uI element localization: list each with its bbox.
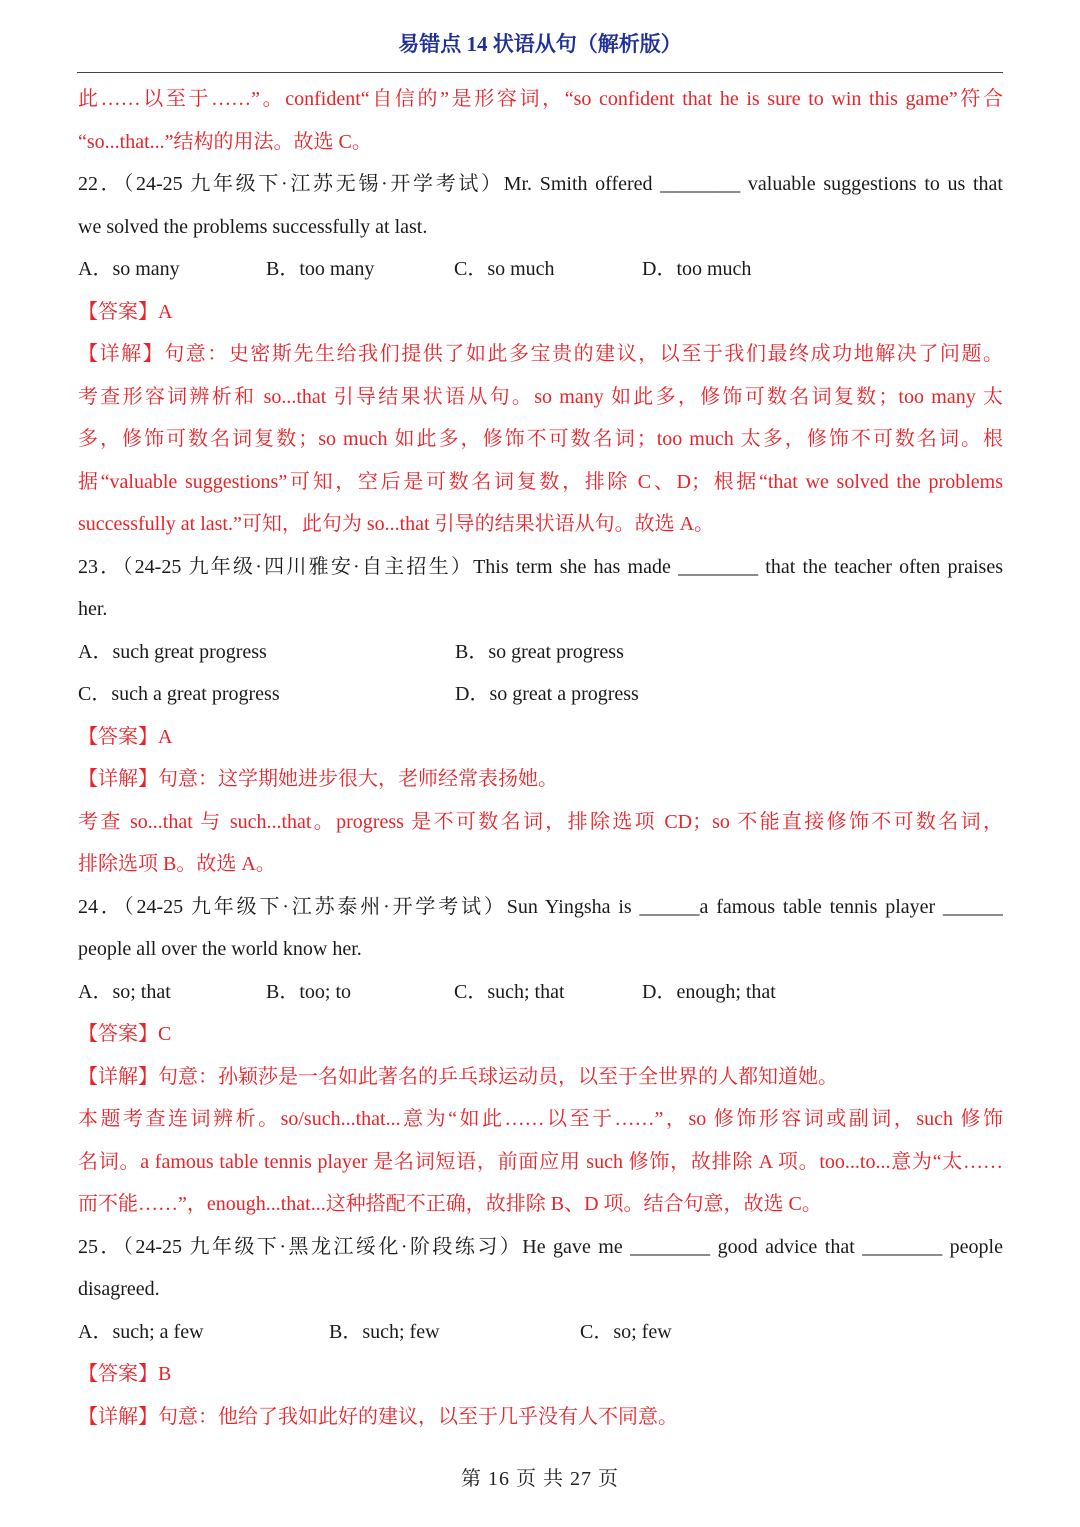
question-24-options (78, 971, 1003, 1014)
option-d: D．enough; that (642, 980, 776, 1003)
question-22-stem: 22．（24-25 九年级下·江苏无锡·开学考试）Mr. Smith offered ________ valuable suggestions to us that (78, 173, 1003, 195)
option-a: A．such great progress (78, 640, 267, 663)
question-25-detail-line: 【详解】句意：他给了我如此好的建议，以至于几乎没有人不同意。 (78, 1405, 678, 1428)
question-22-detail-line: 多，修饰可数名词复数；so much 如此多，修饰不可数名词；too much 太多，修饰不可数名词。根 (78, 428, 1003, 450)
question-25-stem: 25．（24-25 九年级下·黑龙江绥化·阶段练习）He gave me ________ good advice that ________ people (78, 1235, 1003, 1258)
option-c: C．such; that (454, 980, 565, 1003)
document-header-title: 易错点 14 状语从句（解析版） (398, 32, 682, 56)
option-b: B．too; to (266, 980, 352, 1003)
question-22-options (78, 248, 1003, 291)
page-number: 第 16 页 共 27 页 (461, 1468, 619, 1490)
question-23-options-row1 (78, 631, 1003, 674)
question-25-options (78, 1311, 1003, 1354)
header-divider (77, 72, 1003, 73)
prev-explanation-line: “so...that...”结构的用法。故选 C。 (78, 130, 372, 153)
question-24-stem-cont: people all over the world know her. (78, 938, 362, 960)
question-23-stem-cont: her. (78, 598, 108, 620)
question-22-detail-line: successfully at last.”可知，此句为 so...that 引导的结果状语从句。故选 A。 (78, 513, 715, 535)
option-a: A．so; that (78, 980, 171, 1003)
option-b: B．such; few (329, 1320, 440, 1343)
question-22-detail-line: 考查形容词辨析和 so...that 引导结果状语从句。so many 如此多，修饰可数名词复数；too many 太 (78, 385, 1003, 408)
question-24-answer: 【答案】C (78, 1023, 172, 1045)
option-c: C．so much (454, 258, 555, 280)
question-24-detail-line: 【详解】句意：孙颖莎是一名如此著名的乒乓球运动员，以至于全世界的人都知道她。 (78, 1065, 838, 1088)
option-b: B．so great progress (455, 640, 624, 663)
question-24-detail-line: 名词。a famous table tennis player 是名词短语，前面应用 such 修饰，故排除 A 项。too...to...意为“太…… (78, 1150, 1003, 1173)
question-23-detail-line: 考查 so...that 与 such...that。progress 是不可数名词，排除选项 CD；so 不能直接修饰不可数名词， (78, 810, 1003, 833)
question-22-detail-line: 【详解】句意：史密斯先生给我们提供了如此多宝贵的建议，以至于我们最终成功地解决了问题。 (78, 343, 1003, 365)
prev-explanation-line: 此……以至于……”。confident“自信的”是形容词，“so confident that he is sure to win this game”符合 (78, 88, 1003, 110)
option-a: A．so many (78, 258, 180, 280)
question-23-stem: 23．（24-25 九年级·四川雅安·自主招生）This term she has made ________ that the teacher often praises (78, 555, 1003, 578)
question-23-detail-line: 【详解】句意：这学期她进步很大，老师经常表扬她。 (78, 768, 558, 790)
question-24-stem: 24．（24-25 九年级下·江苏泰州·开学考试）Sun Yingsha is ______a famous table tennis player ______ (78, 895, 1003, 918)
question-23-answer: 【答案】A (78, 725, 173, 748)
question-23-options-row2 (78, 673, 1003, 716)
question-25-answer: 【答案】B (78, 1363, 172, 1385)
option-d: D．too much (642, 258, 752, 280)
question-24-detail-line: 本题考查连词辨析。so/such...that...意为“如此……以至于……”，so 修饰形容词或副词，such 修饰 (78, 1108, 1003, 1130)
page-content (78, 78, 1003, 1438)
option-a: A．such; a few (78, 1320, 204, 1343)
question-22-detail-line: 据“valuable suggestions”可知，空后是可数名词复数，排除 C、D；根据“that we solved the problems (78, 470, 1003, 493)
question-23-detail-line: 排除选项 B。故选 A。 (78, 853, 276, 875)
question-22-stem-cont: we solved the problems successfully at last. (78, 215, 428, 238)
question-25-stem-cont: disagreed. (78, 1278, 160, 1300)
option-c: C．so; few (580, 1320, 672, 1343)
question-24-detail-line: 而不能……”，enough...that...这种搭配不正确，故排除 B、D 项。结合句意，故选 C。 (78, 1193, 822, 1215)
option-b: B．too many (266, 258, 375, 280)
option-d: D．so great a progress (455, 683, 639, 705)
option-c: C．such a great progress (78, 683, 280, 705)
question-22-answer: 【答案】A (78, 300, 173, 323)
